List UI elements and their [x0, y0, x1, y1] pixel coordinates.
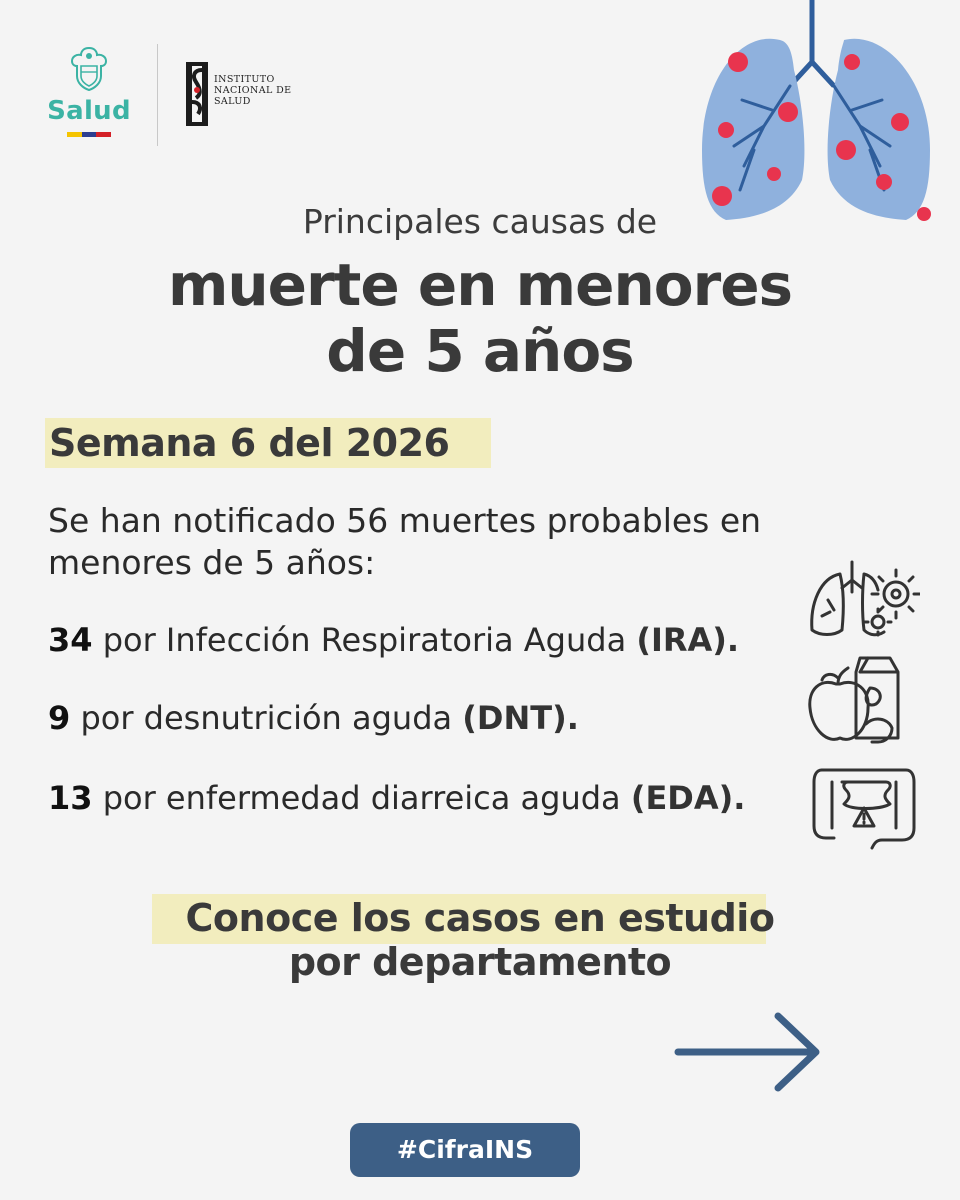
hashtag-badge[interactable]: #CifraINS	[350, 1123, 580, 1177]
salud-logo-text: Salud	[47, 96, 131, 126]
page-title-line-2: de 5 años	[326, 317, 634, 385]
ins-logo	[186, 62, 326, 128]
salud-logo	[44, 44, 134, 154]
cause-ira-text: por Infección Respiratoria Aguda	[102, 621, 627, 659]
page-title	[0, 252, 960, 384]
intro-text: Se han notificado 56 muertes probables en menores de 5 años:	[48, 501, 762, 582]
cta-text	[0, 896, 960, 984]
cause-eda-count: 13	[48, 779, 93, 817]
cause-ira	[48, 620, 739, 660]
colombia-flag-stripe	[67, 132, 111, 137]
page-title-line-1: muerte en menores	[167, 251, 793, 319]
coat-of-arms-icon	[64, 44, 114, 94]
arrow-right-icon[interactable]	[674, 1012, 822, 1092]
cause-ira-count: 34	[48, 621, 93, 659]
cause-eda-abbr: (EDA).	[630, 779, 746, 817]
cause-ira-abbr: (IRA).	[636, 621, 740, 659]
ins-logo-line-3: SALUD	[214, 96, 251, 107]
cause-dnt	[48, 698, 579, 738]
food-milk-icon	[808, 654, 908, 746]
ins-mark-icon	[186, 62, 208, 126]
cause-eda	[48, 778, 745, 818]
intestine-warning-icon	[812, 760, 916, 850]
cta-line-2: por departamento	[288, 940, 672, 984]
cause-dnt-abbr: (DNT).	[462, 699, 579, 737]
cause-dnt-count: 9	[48, 699, 71, 737]
ins-logo-line-2: NACIONAL DE	[214, 85, 292, 96]
lungs-illustration-icon	[700, 0, 940, 232]
week-label: Semana 6 del 2026	[45, 418, 491, 468]
subtitle: Principales causas de	[302, 202, 658, 241]
cause-dnt-text: por desnutrición aguda	[80, 699, 453, 737]
logo-divider	[157, 44, 158, 146]
cause-eda-text: por enfermedad diarreica aguda	[102, 779, 621, 817]
cta-line-1: Conoce los casos en estudio	[185, 896, 775, 940]
ins-logo-line-1: INSTITUTO	[214, 74, 275, 85]
lungs-virus-icon	[806, 560, 920, 640]
